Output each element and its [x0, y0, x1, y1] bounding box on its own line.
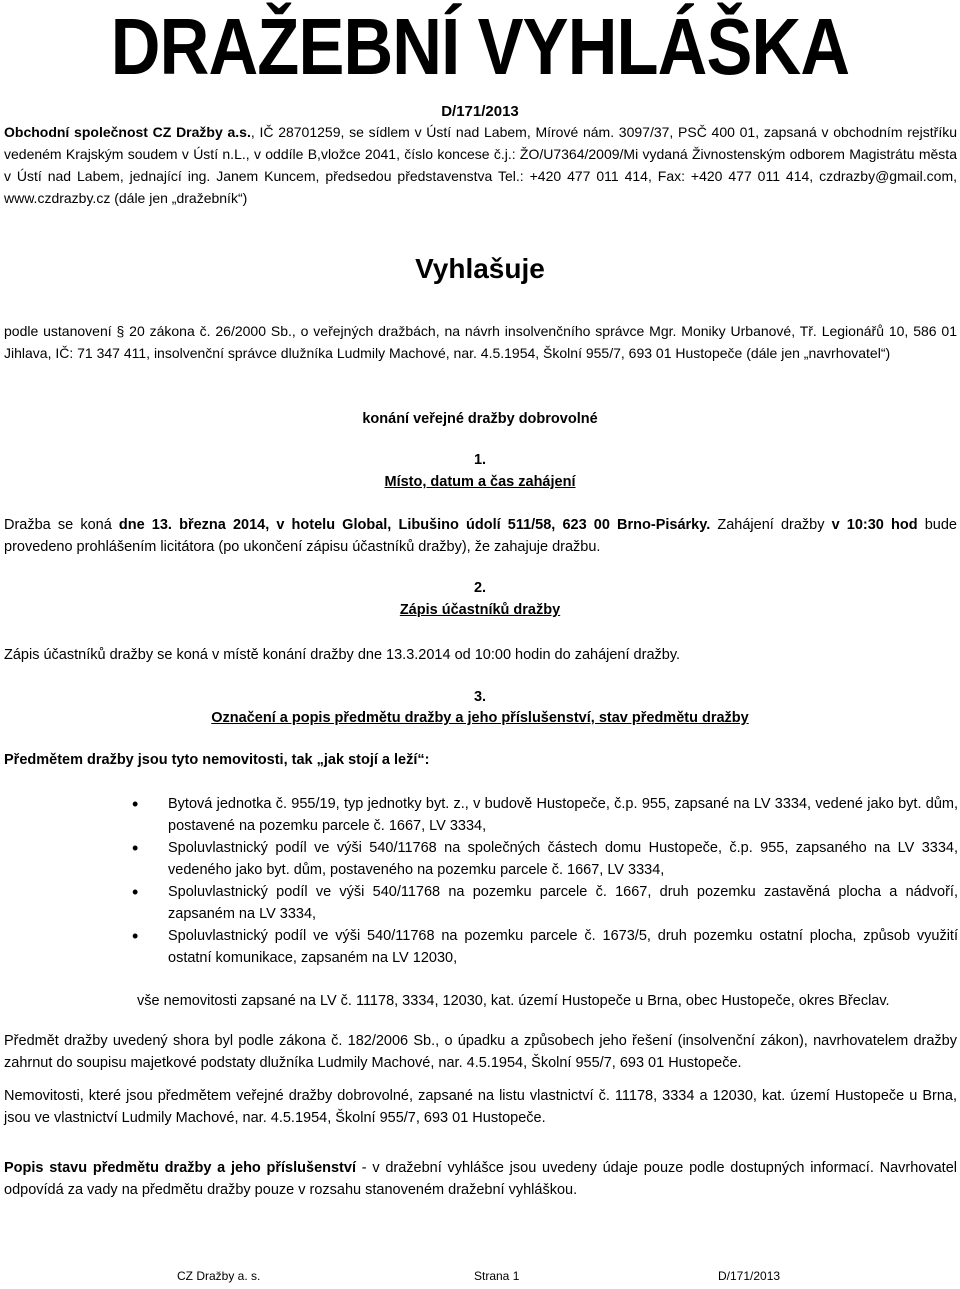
insolvency-paragraph: Předmět dražby uvedený shora byl podle zákona č. 182/2006 Sb., o úpadku a způsobech jeho řešení (insolvenční zákon), navrhovatelem dražby zahrnut do soupisu majetkové podstaty dlužníka Ludmily Machové, nar. 4.5.1954, Školní 955/7, 693 01 Hustopeče. [4, 1033, 957, 1071]
document-title: DRAŽEBNÍ VYHLÁŠKA [110, 2, 850, 91]
subject-intro: Předmětem dražby jsou tyto nemovitosti, tak „jak stojí a leží“: [4, 752, 430, 768]
property-list [130, 793, 958, 969]
list-item: • Spoluvlastnický podíl ve výši 540/11768 na pozemku parcele č. 1673/5, druh pozemku ostatní plocha, způsob využití ostatní komunikace, zapsaném na LV 12030, [130, 925, 958, 969]
company-details: , IČ 28701259, se sídlem v Ústí nad Labem, Mírové nám. 3097/37, PSČ 400 01, zapsaná v obchodním rejstříku vedeném Krajským soudem v Ústí n.L., v oddíle B,vložce 2041, číslo koncese č.j.: ŽO/U7364/2009/Mi vydaná Živnostenským odborem Magistrátu města v Ústí nad Labem, jednající ing. Janem Kuncem, předsedou představenstva Tel.: +420 477 011 414, Fax: +420 477 011 414, czdrazby@gmail.com, www.czdrazby.cz (dále jen „dražebník“) [4, 124, 957, 206]
condition-label: Popis stavu předmětu dražby a jeho příslušenství [4, 1160, 356, 1176]
ownership-paragraph: Nemovitosti, které jsou předmětem veřejné dražby dobrovolné, zapsané na listu vlastnictví č. 11178, 3334 a 12030, kat. území Hustopeče u Brna, jsou ve vlastnictví Ludmily Machové, nar. 4.5.1954, Školní 955/7, 693 01 Hustopeče. [4, 1088, 957, 1126]
list-item: • Spoluvlastnický podíl ve výši 540/11768 na pozemku parcele č. 1667, druh pozemku zastavěná plocha a nádvoří, zapsaném na LV 3334, [130, 881, 958, 925]
document-number: D/171/2013 [441, 103, 519, 120]
section2-text: Zápis účastníků dražby se koná v místě konání dražby dne 13.3.2014 od 10:00 hodin do zahájení dražby. [4, 647, 681, 663]
list-item: • Spoluvlastnický podíl ve výši 540/11768 na společných částech domu Hustopeče, č.p. 955, zapsaného na LV 3334, vedeného jako byt. dům, postaveného na pozemku parcele č. 1667, LV 3334, [130, 837, 958, 881]
section3-heading: Označení a popis předmětu dražby a jeho příslušenství, stav předmětu dražby [211, 710, 749, 726]
footer-company: CZ Dražby a. s. [177, 1269, 261, 1283]
section1-text [4, 514, 957, 558]
footer-doc-number: D/171/2013 [718, 1269, 781, 1283]
section1-t1: Dražba se koná [4, 517, 119, 533]
section1-number: 1. [473, 452, 487, 468]
section2-heading: Zápis účastníků dražby [399, 602, 561, 618]
announce-basis: podle ustanovení § 20 zákona č. 26/2000 Sb., o veřejných dražbách, na návrh insolvenčního správce Mgr. Moniky Urbanové, Tř. Legionářů 10, 586 01 Jihlava, IČ: 71 347 411, insolvenční správce dlužníka Ludmily Machové, nar. 4.5.1954, Školní 955/7, 693 01 Hustopeče (dále jen „navrhovatel“) [4, 323, 957, 361]
footer-page-number: Strana 1 [474, 1269, 520, 1283]
section1-t3: bude provedeno prohlášením licitátora (po ukončení zápisu účastníků dražby), že zahajuje dražbu. [4, 517, 957, 555]
auction-date-place: dne 13. března 2014, v hotelu Global, Libušino údolí 511/58, 623 00 Brno-Pisárky. [118, 517, 711, 533]
section1-t2: Zahájení dražby [710, 517, 832, 533]
auction-type: konání veřejné dražby dobrovolné [362, 411, 598, 427]
list-item: • Bytová jednotka č. 955/19, typ jednotky byt. z., v budově Hustopeče, č.p. 955, zapsané na LV 3334, vedené jako byt. dům, postavené na pozemku parcele č. 1667, LV 3334, [130, 793, 958, 837]
company-name: Obchodní společnost CZ Dražby a.s. [4, 124, 251, 140]
condition-paragraph [4, 1157, 957, 1201]
section1-heading: Místo, datum a čas zahájení [384, 474, 576, 490]
property-summary: vše nemovitosti zapsané na LV č. 11178, 3334, 12030, kat. území Hustopeče u Brna, obec Hustopeče, okres Břeclav. [137, 993, 890, 1009]
section3-number: 3. [473, 689, 487, 705]
announce-heading: Vyhlašuje [415, 253, 545, 284]
condition-text: - v dražební vyhlášce jsou uvedeny údaje pouze podle dostupných informací. Navrhovatel odpovídá za vady na předmětu dražby pouze v rozsahu stanoveném dražební vyhláškou. [4, 1160, 957, 1198]
auction-time: v 10:30 hod [831, 517, 918, 533]
intro-paragraph [4, 121, 957, 209]
section2-number: 2. [473, 580, 487, 596]
